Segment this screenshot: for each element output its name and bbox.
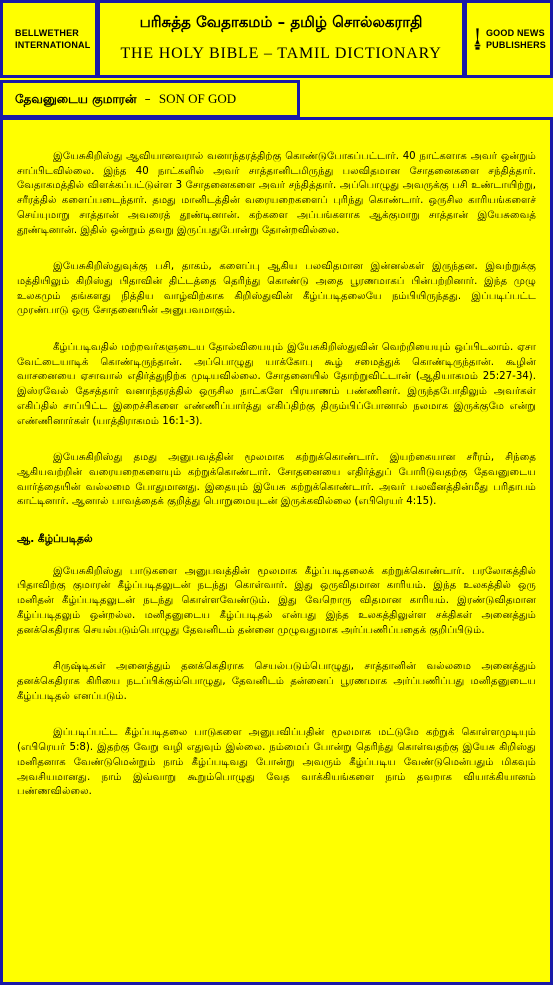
- paragraph: இயேசுகிறிஸ்து தமது அனுபவத்தின் மூலமாக கற்றுக்கொண்டார். இயற்கையான சரீரம், சிந்தை ஆகியவற்றின் வரையறைகளையும் கற்றுக்கொண்டார். சோதனையை எதிர்த்துப் போரிடுவதற்கு தேவனுடைய வார்த்தையின் வல்லமை போதுமானது. இதையும் இயேசு கற்றுக்கொண்டார். அவர் பலவீனத்தின்மீது பரிதாபம் காட்டினார். ஆனால் பாவத்தைக் குறித்து பொறுமையுடன் இருக்கவில்லை (எபிரெயர் 4:15).: [17, 452, 536, 508]
- good-news-trumpet-icon: [473, 11, 482, 67]
- good-news-logo: [464, 0, 553, 78]
- paragraph: இயேசுகிறிஸ்து பாடுகளை அனுபவத்தின் மூலமாக கீழ்ப்படிதலைக் கற்றுக்கொண்டார். பரலோகத்தில் பிதாவிற்கு குமாரன் கீழ்ப்படிதலுடன் நடந்து கொள்வார். இது ஒருவிதமான காரியம். இந்த உலகத்தில் ஒரு மனிதன் கீழ்ப்படிதலுடன் நடந்து கொள்ளவேண்டும். இது வேறொரு விதமான காரியம். இரண்டுவிதமான கீழ்ப்படிதலும் ஒன்றல்ல. மனிதனுடைய கீழ்ப்படிதல் என்பது இந்த உலகத்திலுள்ள சக்திகள் அனைத்தும் தனக்கெதிராக செயல்படும்பொழுது தேவனிடம் தன்னை முழுவதுமாக அர்ப்பணிப்பதைக் குறிப்பிடும்.: [17, 565, 536, 636]
- header-title-tamil: பரிசுத்த வேதாகமம் – தமிழ் சொல்லகராதி: [139, 13, 423, 31]
- paragraph: சிருஷ்டிகள் அனைத்தும் தனக்கெதிராக செயல்படும்பொழுது, சாத்தானின் வல்லமை அனைத்தும் தனக்கெதிராக கிரியை நடப்பிக்கும்பொழுது, தேவனிடம் தன்னைப் பூரணமாக அர்ப்பணிப்பது மனிதனுடைய கீழ்ப்படிதல் எனப்படும்.: [17, 661, 536, 702]
- paragraph: கீழ்ப்படிவதில் மற்றவர்களுடைய தோல்வியையும் இயேசுகிறிஸ்துவின் வெற்றியையும் ஒப்பிடலாம். ஏசா வேட்டையாடிக் கொண்டிருந்தான். அப்பொழுது யாக்கோபு கூழ் சமைத்துக் கொண்டிருந்தான். கூழின் வாசனையை ஏசாவால் எதிர்த்துநிற்க முடியவில்லை. சோதனையில் தோற்றுவிட்டான் (ஆதியாகமம் 25:27-34). இஸ்ரவேல் தேசத்தார் வனாந்தரத்தில் ஒருசில நாட்களே பிரயாணம் பண்ணினர். இருந்தபோதிலும் அவர்கள் எகிப்தில் சாப்பிட்ட இறைச்சிகளை எண்ணிப்பார்த்து எகிப்திற்கு திரும்பிப்போனால் நலமாக இருக்குமே என்று எண்ணினார்கள் (யாத்திராகமம் 16:1-3).: [17, 342, 536, 427]
- section-title-separator: –: [144, 92, 151, 106]
- logo-right-line2: PUBLISHERS: [485, 40, 546, 50]
- paragraph: இயேசுகிறிஸ்து ஆவியானவரால் வனாந்தரத்திற்கு கொண்டுபோகப்பட்டார். 40 நாட்களாக அவர் ஒன்றும் சாப்பிடவில்லை. இந்த 40 நாட்களில் அவர் சாத்தானிடமிருந்து பலவிதமான சோதனைகளை சந்தித்தார். வேதாகமத்தில் விளக்கப்பட்டுள்ள 3 சோதனைகளை அவர் சந்தித்தார். அப்பொழுது அவருக்கு பசி உண்டாயிற்று, சரீரத்தில் களைப்படைந்தார். தமது மானிடத்தின் வரையறைகளைப் புரிந்து கொண்டார். ஒருசில காரியங்களைச் செய்யுமாறு சாத்தான் அவரைத் தூண்டினான். கற்களை அப்பங்களாக ஆக்குமாறு சாத்தான் இயேசுவைத் தூண்டினான். இதில் ஒன்றும் தவறு இருப்பதுபோன்று தோன்றவில்லை.: [17, 151, 536, 236]
- paragraph: இயேசுகிறிஸ்துவுக்கு பசி, தாகம், களைப்பு ஆகிய பலவிதமான இன்னல்கள் இருந்தன. இவற்றுக்கு மத்தியிலும் கிறிஸ்து பிதாவின் திட்டத்தை தெரிந்து கொண்டு அதை பூரணமாகப் பின்பற்றினார். இந்த முழு உலகமும் தங்களது நித்திய வாழ்விற்காக கிறிஸ்துவின் கீழ்ப்படிதலையே நம்பியிருந்தது. இப்படிப்பட்ட முரண்பாடு ஒரு சோதனையின் அனுபவமாகும்.: [17, 261, 536, 317]
- article-body: [17, 150, 536, 822]
- paragraph: இப்படிப்பட்ட கீழ்ப்படிதலை பாடுகளை அனுபவிப்பதின் மூலமாக மட்டுமே கற்றுக் கொள்ளமுடியும் (எபிரெயர் 5:8). இதற்கு வேறு வழி எதுவும் இல்லை. நம்மைப் போன்று தெரிந்து கொள்வதற்கு இயேசு கிறிஸ்து மனிதனாக வேண்டுமென்றும் நாம் கீழ்ப்படிவது போன்று அவரும் கீழ்ப்படிய வேண்டுமென்பதும் மிகவும் அவசியமானது. நாம் இவ்வாறு கூறும்பொழுது வேத வாக்கியங்களை நாம் தவறாக வியாக்கியானம் பண்ணவில்லை.: [17, 727, 536, 798]
- content-area: [0, 117, 553, 985]
- header-title-english: THE HOLY BIBLE – TAMIL DICTIONARY: [120, 45, 442, 62]
- logo-left-line1: BELLWETHER: [15, 28, 79, 38]
- section-title-tamil: தேவனுடைய குமாரன்: [15, 92, 137, 106]
- logo-left-line2: INTERNATIONAL: [15, 40, 91, 50]
- logo-right-line1: GOOD NEWS: [485, 28, 545, 38]
- section-title: [15, 91, 236, 108]
- page-header: [97, 0, 465, 78]
- section-title-box: [0, 80, 300, 118]
- subheading: ஆ. கீழ்ப்படிதல்: [17, 533, 93, 546]
- section-title-english: SON OF GOD: [158, 91, 237, 106]
- bellwether-logo: [0, 0, 98, 78]
